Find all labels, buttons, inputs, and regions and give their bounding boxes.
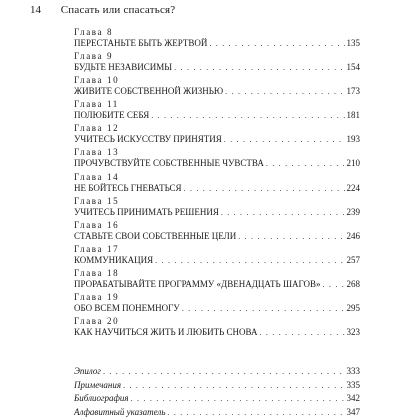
page-ref: 295 <box>346 303 360 314</box>
toc-entry <box>74 231 360 241</box>
chapter-label: Глава 16 <box>74 219 120 230</box>
running-title: Спасать или спасаться? <box>60 4 176 16</box>
dot-leader <box>238 232 344 242</box>
page-ref: 239 <box>346 206 360 217</box>
dot-leader <box>103 365 345 379</box>
toc-entry <box>74 86 360 96</box>
chapter-title: ПРОРАБАТЫВАЙТЕ ПРОГРАММУ «ДВЕНАДЦАТЬ ШАГОВ» <box>74 278 321 289</box>
dot-leader <box>151 111 344 121</box>
toc-entry <box>74 62 360 72</box>
page-ref: 323 <box>346 327 360 338</box>
dot-leader <box>323 280 345 290</box>
chapter-label: Глава 13 <box>74 147 120 158</box>
chapter-label: Глава 19 <box>74 292 120 303</box>
section-title: Примечания <box>74 379 122 390</box>
chapter-label: Глава 11 <box>74 99 119 110</box>
toc-chapter <box>74 293 360 315</box>
dot-leader <box>260 328 345 338</box>
page-ref: 193 <box>346 134 360 145</box>
chapter-label: Глава 18 <box>74 267 120 278</box>
chapter-title: НЕ БОЙТЕСЬ ГНЕВАТЬСЯ <box>74 182 182 193</box>
dot-leader <box>182 304 345 314</box>
chapter-title: КАК НАУЧИТЬСЯ ЖИТЬ И ЛЮБИТЬ СНОВА <box>74 327 258 338</box>
toc-entry <box>74 134 360 144</box>
page-ref: 333 <box>346 366 360 376</box>
toc-entry <box>74 183 360 193</box>
chapter-title: УЧИТЕСЬ ПРИНИМАТЬ РЕШЕНИЯ <box>74 206 219 217</box>
chapter-title: ПОЛЮБИТЕ СЕБЯ <box>74 110 150 121</box>
dot-leader <box>155 256 344 266</box>
toc-entry <box>74 279 360 289</box>
dot-leader <box>131 392 345 406</box>
page-ref: 224 <box>346 182 360 193</box>
page-ref: 347 <box>346 406 360 417</box>
toc-entry <box>74 38 360 48</box>
toc-entry <box>74 379 360 393</box>
chapter-title: ЖИВИТЕ СОБСТВЕННОЙ ЖИЗНЬЮ <box>74 86 224 97</box>
chapter-label: Глава 12 <box>74 123 120 134</box>
toc-entry <box>74 406 360 420</box>
toc-chapter <box>74 52 360 74</box>
chapter-title: ПРОЧУВСТВУЙТЕ СОБСТВЕННЫЕ ЧУВСТВА <box>74 158 264 169</box>
toc-chapter <box>74 76 360 98</box>
back-matter-list <box>74 365 360 419</box>
chapter-label: Глава 14 <box>74 171 120 182</box>
chapter-title: ПЕРЕСТАНЬТЕ БЫТЬ ЖЕРТВОЙ <box>74 38 208 48</box>
chapter-title: УЧИТЕСЬ ИСКУССТВУ ПРИНЯТИЯ <box>74 134 222 145</box>
chapter-label: Глава 9 <box>74 51 114 62</box>
table-of-contents <box>74 26 360 339</box>
chapter-title: КОММУНИКАЦИЯ <box>74 254 154 265</box>
page-ref: 181 <box>346 110 360 121</box>
chapter-title: БУДЬТЕ НЕЗАВИСИМЫ <box>74 62 173 73</box>
toc-entry <box>74 207 360 217</box>
toc-entry <box>74 303 360 313</box>
toc-entry <box>74 158 360 168</box>
page-header <box>30 3 175 17</box>
toc-chapter <box>74 221 360 243</box>
toc-entry <box>74 255 360 265</box>
toc-entry <box>74 110 360 120</box>
toc-entry <box>74 327 360 337</box>
section-title: Библиография <box>74 393 129 403</box>
page-ref: 246 <box>346 230 360 241</box>
chapter-label: Глава 17 <box>74 243 120 254</box>
toc-chapter <box>74 28 360 50</box>
section-title: Эпилог <box>74 366 101 376</box>
toc-entry <box>74 392 360 406</box>
toc-chapter <box>74 124 360 146</box>
page-ref: 154 <box>346 62 360 73</box>
chapter-title: ОБО ВСЕМ ПОНЕМНОГУ <box>74 303 180 314</box>
page-ref: 135 <box>346 38 360 48</box>
dot-leader <box>167 406 344 420</box>
chapter-label: Глава 8 <box>74 27 114 37</box>
section-title: Алфавитный указатель <box>74 406 166 417</box>
page-number: 14 <box>30 4 41 16</box>
toc-entry <box>74 365 360 379</box>
chapter-label: Глава 15 <box>74 195 120 206</box>
toc-chapter <box>74 197 360 219</box>
dot-leader <box>224 135 345 145</box>
toc-chapter <box>74 317 360 339</box>
dot-leader <box>174 63 344 73</box>
toc-chapter <box>74 269 360 291</box>
chapter-label: Глава 20 <box>74 316 120 327</box>
toc-chapter <box>74 148 360 170</box>
chapter-title: СТАВЬТЕ СВОИ СОБСТВЕННЫЕ ЦЕЛИ <box>74 230 237 241</box>
toc-chapter <box>74 245 360 267</box>
page-ref: 335 <box>346 379 360 390</box>
chapter-label: Глава 10 <box>74 75 120 86</box>
dot-leader <box>225 87 344 97</box>
dot-leader <box>209 39 344 49</box>
page-ref: 342 <box>346 393 360 403</box>
page-ref: 268 <box>346 278 360 289</box>
dot-leader <box>221 208 345 218</box>
page-ref: 210 <box>346 158 360 169</box>
page-ref: 173 <box>346 86 360 97</box>
dot-leader <box>184 184 345 194</box>
dot-leader <box>266 159 345 169</box>
toc-chapter <box>74 100 360 122</box>
dot-leader <box>123 379 344 393</box>
toc-chapter <box>74 173 360 195</box>
page-ref: 257 <box>346 254 360 265</box>
